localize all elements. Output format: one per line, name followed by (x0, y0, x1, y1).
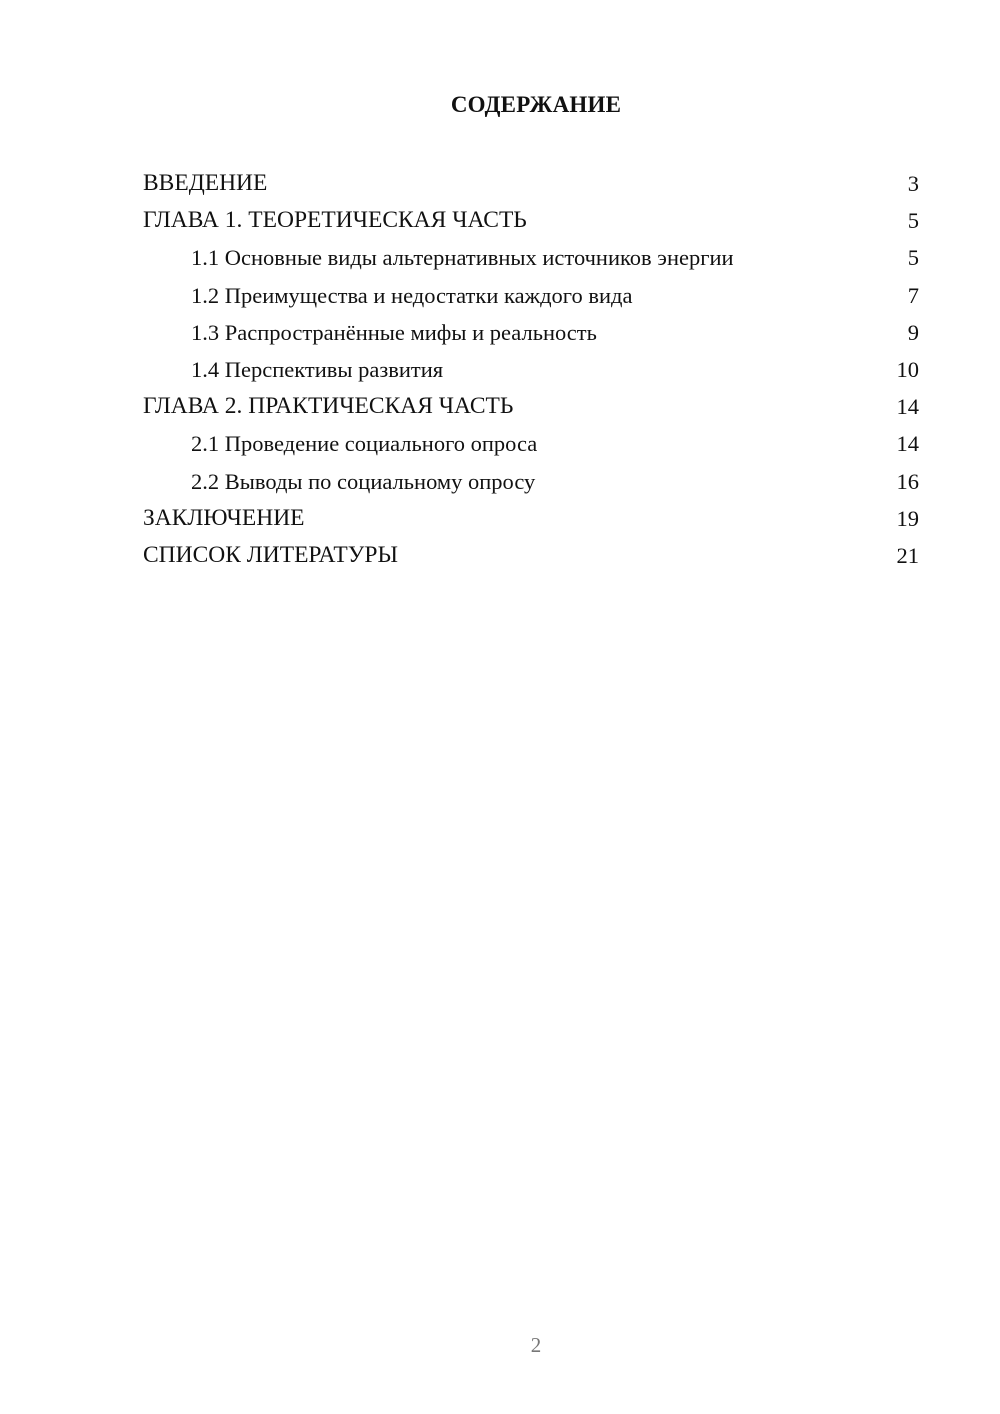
toc-entry-section-2-2[interactable] (143, 463, 919, 500)
toc-entry-page: 9 (907, 319, 919, 345)
toc-entry-section-1-4[interactable] (143, 351, 919, 388)
toc-entry-label: 1.2 Преимущества и недостатки каждого вида (191, 282, 633, 308)
toc-entry-chapter-1[interactable] (143, 202, 919, 239)
toc-entry-page: 14 (896, 394, 919, 420)
toc-entry-page: 5 (907, 245, 919, 271)
toc-entry-page: 19 (896, 505, 919, 531)
toc-entry-label: 1.3 Распространённые мифы и реальность (191, 319, 597, 345)
toc-entry-label: СПИСОК ЛИТЕРАТУРЫ (143, 541, 398, 568)
toc-entry-label: ГЛАВА 1. ТЕОРЕТИЧЕСКАЯ ЧАСТЬ (143, 207, 527, 234)
toc-entry-section-1-1[interactable] (143, 239, 919, 276)
page-number: 2 (530, 1333, 542, 1357)
toc-entry-page: 21 (896, 542, 919, 568)
toc-entry-page: 10 (896, 356, 919, 382)
toc-entry-section-1-3[interactable] (143, 314, 919, 351)
toc-entry-label: ЗАКЛЮЧЕНИЕ (143, 504, 305, 531)
toc-entry-page: 3 (907, 171, 919, 196)
toc-entry-page: 16 (896, 468, 919, 494)
toc-entry-section-1-2[interactable] (143, 277, 919, 314)
toc-entry-label: 1.4 Перспективы развития (191, 356, 444, 382)
toc-title: СОДЕРЖАНИЕ (450, 92, 622, 117)
toc-entry-label: 1.1 Основные виды альтернативных источников энергии (191, 245, 734, 271)
toc-entry-conclusion[interactable] (143, 500, 919, 537)
toc-entry-page: 5 (907, 208, 919, 234)
toc-entry-label: 2.1 Проведение социального опроса (191, 431, 538, 457)
toc-entry-introduction[interactable] (143, 165, 919, 202)
toc-entry-page: 7 (907, 282, 919, 308)
toc-entry-label: ГЛАВА 2. ПРАКТИЧЕСКАЯ ЧАСТЬ (143, 393, 514, 420)
toc-entry-section-2-1[interactable] (143, 425, 919, 462)
toc-entry-bibliography[interactable] (143, 537, 919, 574)
toc-entry-label: ВВЕДЕНИЕ (143, 170, 268, 196)
toc-entry-page: 14 (896, 431, 919, 457)
toc-entry-label: 2.2 Выводы по социальному опросу (191, 468, 536, 494)
table-of-contents (143, 165, 919, 574)
toc-entry-chapter-2[interactable] (143, 388, 919, 425)
